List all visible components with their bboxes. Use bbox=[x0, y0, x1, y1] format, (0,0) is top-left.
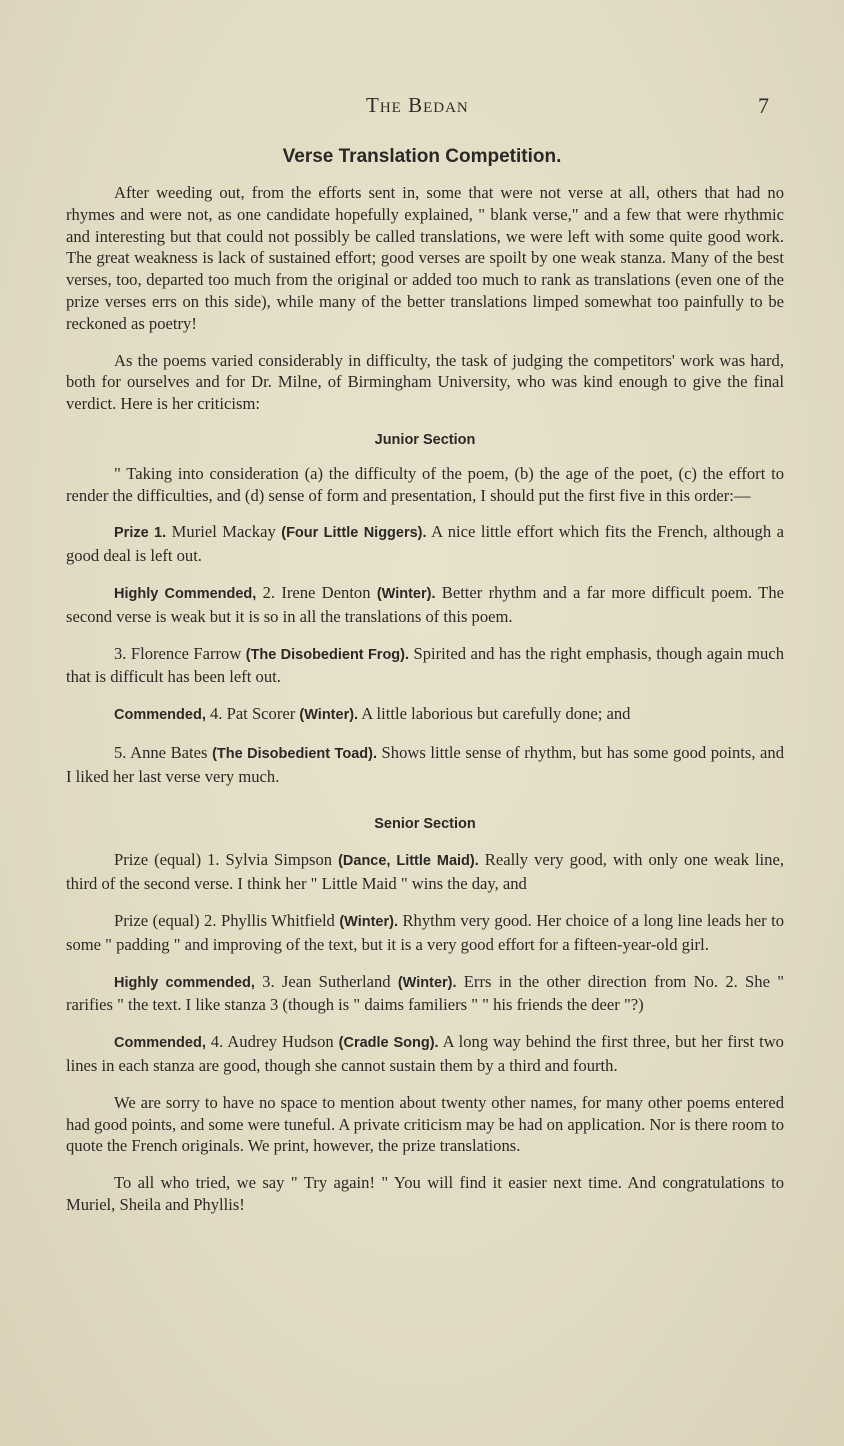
entry-name: Prize (equal) 2. Phyllis Whitfield bbox=[114, 910, 340, 930]
entry-poem: (Four Little Niggers). bbox=[281, 525, 427, 542]
page-number: 7 bbox=[758, 93, 769, 118]
entry-comment: Rhythm very good. Her choice of a long line leads her to some " padding " and improving of the text, but it is a very good effort for a fifteen-year-old girl. bbox=[66, 910, 784, 954]
entry-poem: (Winter). bbox=[299, 707, 359, 724]
running-title: The Bedan bbox=[366, 93, 469, 117]
entry-paragraph bbox=[66, 910, 784, 956]
entry-paragraph bbox=[66, 643, 784, 689]
entry-comment: Errs in the other direction from No. 2. She " rarifies " the text. I like stanza 3 (though is " daims familiers " " his friends the deer "?) bbox=[66, 971, 784, 1015]
closing-paragraph: To all who tried, we say " Try again! " You will find it easier next time. And congratulations to Muriel, Sheila and Phyllis! bbox=[66, 1173, 784, 1214]
entry-poem: (Winter). bbox=[339, 913, 398, 930]
entry-paragraph bbox=[66, 582, 784, 628]
entry-paragraph bbox=[66, 1031, 784, 1077]
entry-comment: Better rhythm and a far more difficult poem. The second verse is weak but it is so in all the translations of this poem. bbox=[66, 582, 784, 626]
entry-name: Muriel Mackay bbox=[166, 522, 282, 542]
junior-opening: " Taking into consideration (a) the difficulty of the poem, (b) the age of the poet, (c) the effort to render the difficulties, and (d) sense of form and presentation, I should put the first five in this order:— bbox=[66, 463, 784, 505]
entry-paragraph bbox=[66, 521, 784, 567]
entry-name: Prize (equal) 1. Sylvia Simpson bbox=[114, 850, 339, 870]
entry-name: 3. Florence Farrow bbox=[114, 643, 246, 663]
entry-comment: A nice little effort which fits the French, although a good deal is left out. bbox=[66, 522, 784, 566]
entry-name: 4. Audrey Hudson bbox=[205, 1032, 339, 1052]
entry-award: Commended, bbox=[114, 1035, 206, 1052]
entry-name: 2. Irene Denton bbox=[256, 582, 377, 602]
intro-paragraph: After weeding out, from the efforts sent in, some that were not verse at all, others that had no rhymes and were not, as one candidate hopefully explained, " blank verse," and a few that were rhythmic and interesting but that could not possibly be called translations, we were left with some quite good work. The great weakness is lack of sustained effort; good verses are spoilt by one weak stanza. Many of the best verses, too, departed too much from the original or added too much to rank as translations (even one of the prize verses errs on this side), while many of the better translations limped somewhat too painfully to be reckoned as poetry! bbox=[66, 183, 784, 333]
entry-award: Highly commended, bbox=[114, 974, 255, 991]
entry-comment: Spirited and has the right emphasis, though again much that is difficult has been left out. bbox=[66, 643, 784, 687]
entry-poem: (The Disobedient Toad). bbox=[212, 745, 377, 762]
article-title: Verse Translation Competition. bbox=[282, 146, 562, 167]
entry-award: Commended, bbox=[114, 707, 206, 724]
entry-poem: (Winter). bbox=[397, 974, 457, 991]
entry-poem: (The Disobedient Frog). bbox=[245, 646, 410, 663]
entry-comment: Shows little sense of rhythm, but has some good points, and I liked her last verse very much. bbox=[66, 742, 784, 786]
intro-paragraph: As the poems varied considerably in difficulty, the task of judging the competitors' work was hard, both for ourselves and for Dr. Milne, of Birmingham University, who was kind enough to give the final verdict. Here is her criticism: bbox=[66, 350, 784, 414]
entry-name: 3. Jean Sutherland bbox=[254, 971, 398, 991]
article-body bbox=[66, 182, 784, 1231]
entry-poem: (Cradle Song). bbox=[338, 1035, 439, 1052]
entry-award: Highly Commended, bbox=[114, 585, 257, 602]
closing-paragraph: We are sorry to have no space to mention about twenty other names, for many other poems entered had good points, and some were tuneful. A private criticism may be had on application. Nor is there room to quote the French originals. We print, however, the prize translations. bbox=[66, 1092, 784, 1156]
entry-paragraph bbox=[66, 849, 784, 895]
entry-award: Prize 1. bbox=[114, 525, 167, 542]
entry-name: 4. Pat Scorer bbox=[205, 704, 300, 724]
entry-comment: A little laborious but carefully done; and bbox=[358, 704, 631, 724]
entry-paragraph bbox=[66, 703, 784, 727]
entry-paragraph bbox=[66, 742, 784, 788]
entry-paragraph bbox=[66, 971, 784, 1017]
running-header bbox=[0, 93, 844, 123]
entry-comment: A long way behind the first three, but her first two lines in each stanza are good, though she cannot sustain them by a third and fourth. bbox=[66, 1032, 784, 1075]
entry-name: 5. Anne Bates bbox=[114, 742, 213, 762]
entry-comment: Really very good, with only one weak line, third of the second verse. I think her " Little Maid " wins the day, and bbox=[66, 850, 784, 894]
junior-section-heading: Junior Section bbox=[374, 431, 476, 448]
entry-poem: (Dance, Little Maid). bbox=[338, 853, 479, 870]
entry-poem: (Winter). bbox=[376, 585, 436, 602]
senior-section-heading: Senior Section bbox=[374, 815, 476, 832]
